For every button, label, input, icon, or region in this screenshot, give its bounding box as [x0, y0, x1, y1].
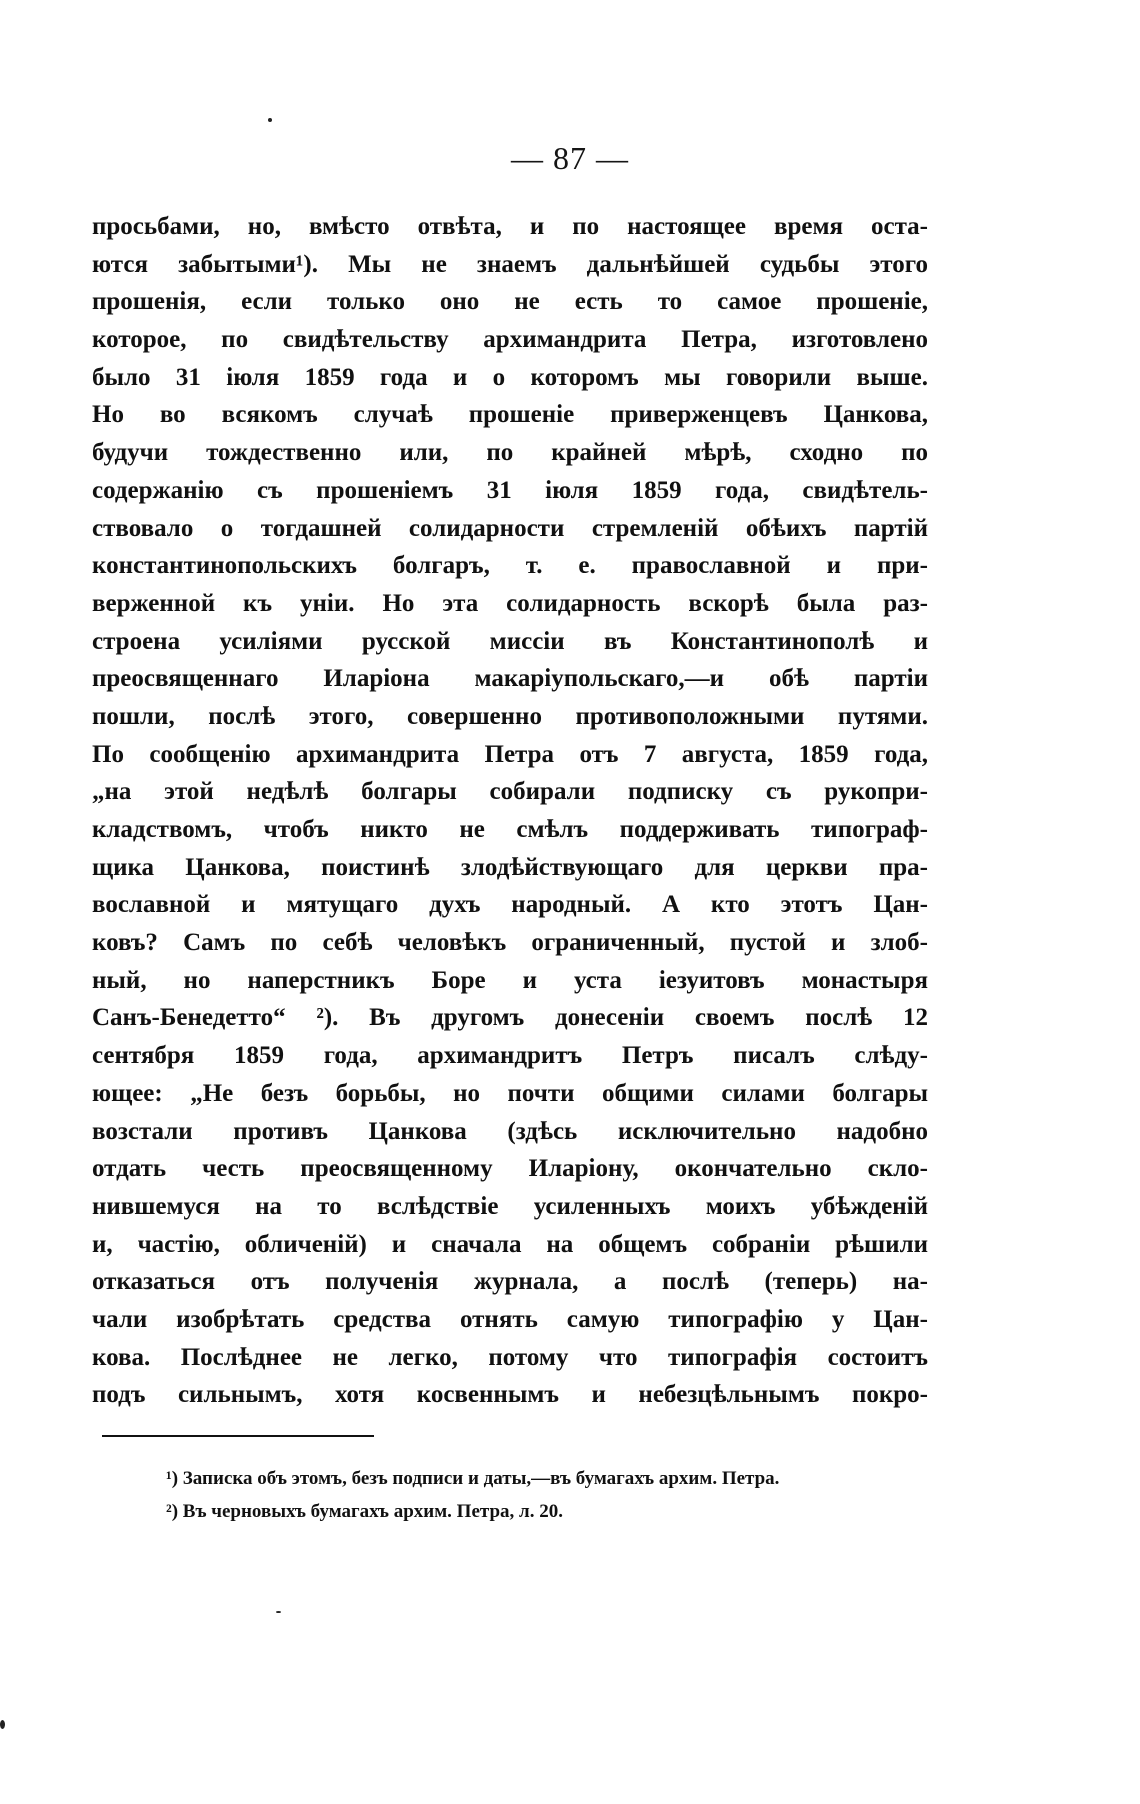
footnote-1: ¹) Записка объ этомъ, безъ подписи и даты,—въ бумагахъ архим. Петра.	[166, 1468, 780, 1489]
text-line: отдать честь преосвященному Иларіону, окончательно скло-	[92, 1155, 928, 1183]
text-line: кладствомъ, чтобъ никто не смѣлъ поддерживать типограф-	[92, 816, 928, 843]
text-line: ствовало о тогдашней солидарности стремленій обѣихъ партій	[92, 514, 928, 542]
text-line: преосвященнаго Иларіона макаріупольскаго,—и обѣ партіи	[92, 665, 928, 693]
text-line: кова. Послѣднее не легко, потому что типографія состоитъ	[92, 1343, 928, 1371]
text-line: строена усиліями русской миссіи въ Константинополѣ и	[92, 627, 928, 655]
footnote-separator	[102, 1435, 374, 1437]
page-number: — 87 —	[511, 140, 629, 176]
text-line: прошенія, если только оно не есть то самое прошеніе,	[92, 288, 928, 316]
text-line: „на этой недѣлѣ болгары собирали подписку съ рукопри-	[92, 778, 928, 806]
scan-speck	[0, 1720, 5, 1729]
footnote-2: ²) Въ черновыхъ бумагахъ архим. Петра, л. 20.	[166, 1501, 563, 1522]
text-line: вославной и мятущаго духъ народный. А кто этотъ Цан-	[92, 891, 928, 919]
text-line: пошли, послѣ этого, совершенно противоположными путями.	[92, 702, 928, 730]
text-line: подъ сильнымъ, хотя косвеннымъ и небезцѣльнымъ покро-	[92, 1381, 928, 1409]
text-line: верженной къ уніи. Но эта солидарность вскорѣ была раз-	[92, 589, 928, 617]
scan-speck	[268, 118, 272, 122]
text-line: которое, по свидѣтельству архимандрита Петра, изготовлено	[92, 326, 928, 354]
text-line: и, частію, обличеній) и сначала на общемъ собраніи рѣшили	[92, 1230, 928, 1258]
text-line: ются забытыми¹). Мы не знаемъ дальнѣйшей судьбы этого	[92, 250, 928, 278]
text-line: чали изобрѣтать средства отнять самую типографію у Цан-	[92, 1305, 928, 1333]
text-line: возстали противъ Цанкова (здѣсь исключительно надобно	[92, 1117, 928, 1145]
footnotes	[166, 1462, 931, 1528]
text-line: просьбами, но, вмѣсто отвѣта, и по настоящее время оста-	[92, 213, 928, 240]
text-line: По сообщенію архимандрита Петра отъ 7 августа, 1859 года,	[92, 740, 928, 768]
text-line: нившемуся на то вслѣдствіе усиленныхъ моихъ убѣжденій	[92, 1192, 928, 1220]
text-line: ковъ? Самъ по себѣ человѣкъ ограниченный, пустой и злоб-	[92, 929, 928, 957]
text-line: Но во всякомъ случаѣ прошеніе приверженцевъ Цанкова,	[92, 401, 928, 429]
text-line: щика Цанкова, поистинѣ злодѣйствующаго для церкви пра-	[92, 853, 928, 881]
text-line: будучи тождественно или, по крайней мѣрѣ, сходно по	[92, 439, 928, 467]
scan-speck	[276, 1611, 281, 1613]
text-line: содержанію съ прошеніемъ 31 іюля 1859 года, свидѣтель-	[92, 476, 928, 504]
body-text	[92, 208, 928, 1414]
text-line: было 31 іюля 1859 года и о которомъ мы говорили выше.	[92, 363, 928, 391]
text-line: константинопольскихъ болгаръ, т. е. православной и при-	[92, 552, 928, 580]
text-line: сентября 1859 года, архимандритъ Петръ писалъ слѣду-	[92, 1042, 928, 1070]
text-line: ный, но наперстникъ Боре и уста іезуитовъ монастыря	[92, 966, 928, 994]
text-line: ющее: „Не безъ борьбы, но почти общими силами болгары	[92, 1079, 928, 1107]
text-line: отказаться отъ полученія журнала, а послѣ (теперь) на-	[92, 1268, 928, 1296]
text-line: Санъ-Бенедетто“ ²). Въ другомъ донесеніи своемъ послѣ 12	[92, 1004, 928, 1032]
